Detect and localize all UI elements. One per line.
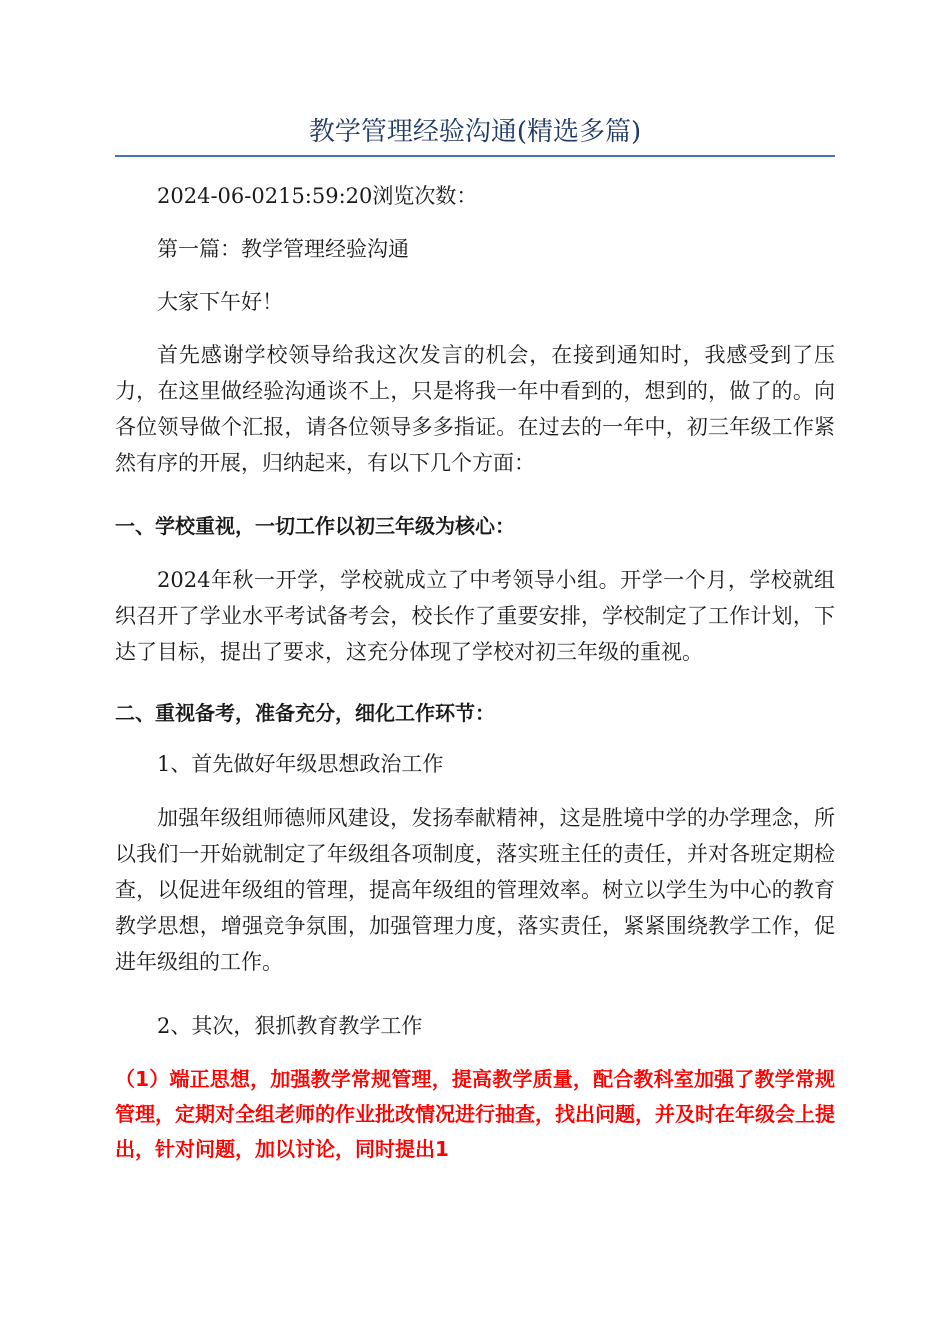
section-heading-1: 一、学校重视，一切工作以初三年级为核心： — [115, 514, 515, 538]
subsection-2-title: 2、其次，狠抓教育教学工作 — [157, 1014, 423, 1038]
red-block — [115, 1062, 835, 1167]
subsection-1-paragraph: 加强年级组师德师风建设，发扬奉献精神，这是胜境中学的办学理念，所以我们一开始就制定了年级组各项制度，落实班主任的责任，并对各班定期检查，以促进年级组的管理，提高年级组的管理效率。树立以学生为中心的教育教学思想，增强竞争氛围，加强管理力度，落实责任，紧紧围绕教学工作，促进年级组的工作。 — [115, 806, 835, 974]
meta-line: 2024-06-0215:59:20浏览次数： — [157, 184, 478, 208]
document-title: 教学管理经验沟通(精选多篇) — [308, 117, 642, 147]
chapter-title-block — [115, 231, 835, 267]
heading-2-block — [115, 695, 835, 731]
sub-1-block — [115, 746, 835, 782]
sub-2-block — [115, 1008, 835, 1044]
intro-paragraph: 首先感谢学校领导给我这次发言的机会，在接到通知时，我感受到了压力，在这里做经验沟通谈不上，只是将我一年中看到的，想到的，做了的。向各位领导做个汇报，请各位领导多多指证。在过去的一年中，初三年级工作紧然有序的开展，归纳起来，有以下几个方面： — [115, 343, 835, 475]
title-underline — [115, 155, 835, 157]
highlighted-paragraph: （1）端正思想，加强教学常规管理，提高教学质量，配合教科室加强了教学常规管理，定期对全组老师的作业批改情况进行抽查，找出问题，并及时在年级会上提出，针对问题，加以讨论，同时提出1 — [115, 1067, 835, 1161]
sub-1-text-block — [115, 800, 835, 980]
heading-1-block — [115, 508, 835, 544]
intro-block — [115, 337, 835, 481]
greeting-block — [115, 284, 835, 320]
chapter-title: 第一篇：教学管理经验沟通 — [157, 237, 409, 261]
section-heading-2: 二、重视备考，准备充分，细化工作环节： — [115, 701, 495, 725]
greeting: 大家下午好！ — [157, 290, 283, 314]
meta-line-block — [115, 178, 835, 214]
section-1-block — [115, 562, 835, 670]
section-1-paragraph: 2024年秋一开学，学校就成立了中考领导小组。开学一个月，学校就组织召开了学业水平考试备考会，校长作了重要安排，学校制定了工作计划，下达了目标，提出了要求，这充分体现了学校对初三年级的重视。 — [115, 568, 835, 664]
subsection-1-title: 1、首先做好年级思想政治工作 — [157, 752, 444, 776]
